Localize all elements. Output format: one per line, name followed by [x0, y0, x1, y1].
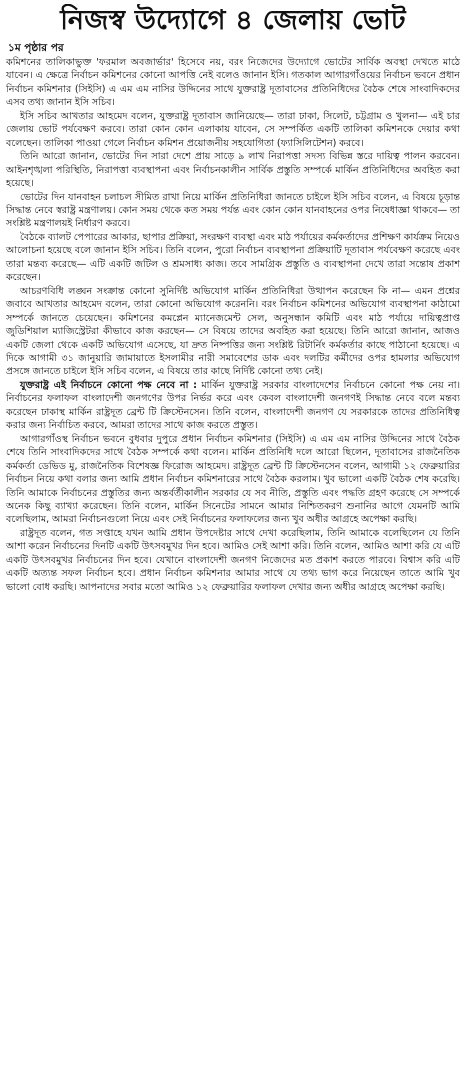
continued-from-label: ১ম পৃষ্ঠার পর [8, 42, 64, 54]
paragraph: রাষ্ট্রদূত বলেন, গত সপ্তাহে যখন আমি প্রধান উপদেষ্টার সাথে দেখা করেছিলাম, তিনি আমাকে বলেছিলেন যে তিনি আশা করেন নির্বাচনের দিনটি একটি উৎসবমুখর দিন হবে। আমিও সেই আশা করি। তিনি বলেন, আমিও আশা করি যে এটি একটি উৎসবমুখর নির্বাচনের দিন হবে। যেখানে বাংলাদেশী জনগণ নিজেদের মত প্রকাশ করতে পারবে। বিশ্বাস করি এটি একটি অত্যন্ত সফল নির্বাচন হবে। প্রধান নির্বাচন কমিশনার আমার সাথে যে তথ্য ভাগ করে নিয়েছেন তাতে আমি খুব ভালো বোধ করছি। আপনাদের সবার মতো আমিও ১২ ফেব্রুয়ারির ফলাফল দেখার জন্য অধীর আগ্রহে অপেক্ষা করছি। [6, 527, 460, 593]
headline: নিজস্ব উদ্যোগে ৪ জেলায় ভোট [60, 5, 406, 36]
subheading: যুক্তরাষ্ট্র এই নির্বাচনে কোনো পক্ষ নেবে না : [20, 379, 197, 391]
paragraph: বৈঠকে ব্যালট পেপারের আকার, ছাপার প্রক্রিয়া, সংরক্ষণ ব্যবস্থা এবং মাঠ পর্যায়ের কর্মকর্তাদের প্রশিক্ষণ কার্যক্রম নিয়েও আলোচনা হয়েছে বলে জানান ইসি সচিব। তিনি বলেন, পুরো নির্বাচন ব্যবস্থাপনা প্রক্রিয়াটি দূতাবাস পর্যবেক্ষণ করেছে এবং তারা মন্তব্য করেছে— এটি একটি জটিল ও শ্রমসাধ্য কাজ। তবে সামগ্রিক প্রস্তুতি ও ব্যবস্থাপনা দেখে তারা সন্তোষ প্রকাশ করেছেন। [6, 231, 460, 284]
paragraph-text: মার্কিন যুক্তরাষ্ট্র সরকার বাংলাদেশের নির্বাচনে কোনো পক্ষ নেয় না। নির্বাচনের ফলাফল বাংলাদেশী জনগণের উপর নির্ভর করে এবং কেবল বাংলাদেশী জনগণই সিদ্ধান্ত নেবে বলে মন্তব্য করেছেন ঢাকাস্থ মার্কিন রাষ্ট্রদূত ব্রেন্ট টি ক্রিস্টেনসেন। তিনি বলেন, বাংলাদেশী জনগণ যে সরকারকে তাদের প্রতিনিধিত্ব করার জন্য নির্বাচিত করবে, আমরা তাদের সাথে কাজ করতে প্রস্তুত। [6, 379, 460, 432]
paragraph: তিনি আরো জানান, ভোটের দিন সারা দেশে প্রায় সাড়ে ৯ লাখ নিরাপত্তা সদস্য বিভিন্ন স্তরে দায়িত্ব পালন করবেন। আইনশৃঙ্খলা পরিস্থিতি, নিরাপত্তা ব্যবস্থাপনা এবং নির্বাচনকালীন সার্বিক প্রস্তুতি সম্পর্কে মার্কিন প্রতিনিধিদের অবহিত করা হয়েছে। [6, 151, 460, 190]
article-body [6, 56, 460, 594]
paragraph: ইসি সচিব আখতার আহমেদ বলেন, যুক্তরাষ্ট্র দূতাবাস জানিয়েছে— তারা ঢাকা, সিলেট, চট্টগ্রাম ও খুলনা— এই চার জেলায় ভোট পর্যবেক্ষণ করবে। তারা কোন কোন এলাকায় যাবেন, সে সম্পর্কিত একটি তালিকা কমিশনকে দেয়ার কথা বলেছেন। তালিকা পাওয়া গেলে নির্বাচন কমিশন প্রয়োজনীয় সহযোগিতা (ফ্যাসিলিটেশন) করবে। [6, 110, 460, 149]
paragraph: ভোটের দিন যানবাহন চলাচল সীমিত রাখা নিয়ে মার্কিন প্রতিনিধিরা জানতে চাইলে ইসি সচিব বলেন, এ বিষয়ে চূড়ান্ত সিদ্ধান্ত নেবে স্বরাষ্ট্র মন্ত্রণালয়। কোন সময় থেকে কত সময় পর্যন্ত এবং কোন কোন যানবাহনের ওপর নিষেধাজ্ঞা থাকবে— তা সংশ্লিষ্ট মন্ত্রণালয়ই নির্ধারণ করবে। [6, 191, 460, 230]
paragraph: আচরণবিধি লঙ্ঘন সংক্রান্ত কোনো সুনির্দিষ্ট অভিযোগ মার্কিন প্রতিনিধিরা উত্থাপন করেছেন কি না— এমন প্রশ্নের জবাবে আখতার আহমেদ বলেন, তারা কোনো অভিযোগ করেননি। বরং নির্বাচন কমিশনের অভিযোগ ব্যবস্থাপনা কাঠামো সম্পর্কে জানতে চেয়েছেন। কমিশনের কমপ্লেন ম্যানেজমেন্ট সেল, অনুসন্ধান কমিটি এবং মাঠ পর্যায়ে দায়িত্বপ্রাপ্ত জুডিশিয়াল ম্যাজিস্ট্রেটরা কীভাবে কাজ করছেন— সে বিষয়ে তাদের অবহিত করা হয়েছে। তিনি আরো জানান, আজও একটি জেলা থেকে একটি অভিযোগ এসেছে, যা দ্রুত নিষ্পত্তির জন্য সংশ্লিষ্ট রিটার্নিং কর্মকর্তার কাছে পাঠানো হয়েছে। এ দিকে আগামী ৩১ জানুয়ারি জামায়াতে ইসলামীর নারী সমাবেশের ডাক এবং দলটির কর্মীদের ওপর হামলার অভিযোগ প্রসঙ্গে জানতে চাইলে ইসি সচিব বলেন, এ বিষয়ে তার কাছে নির্দিষ্ট কোনো তথ্য নেই। [6, 285, 460, 378]
paragraph: আগারগাঁওস্থ নির্বাচন ভবনে বুধবার দুপুরে প্রধান নির্বাচন কমিশনার (সিইসি) এ এম এম নাসির উদ্দিনের সাথে বৈঠক শেষে তিনি সাংবাদিকদের সাথে বৈঠক সম্পর্কে কথা বলেন। মার্কিন প্রতিনিধি দলে আরো ছিলেন, দূতাবাসের রাজনৈতিক কর্মকর্তা ডেভিড মু, রাজনৈতিক বিশেষজ্ঞ ফিরোজ আহমেদ। রাষ্ট্রদূত ব্রেন্ট টি ক্রিস্টেনসেন বলেন, আগামী ১২ ফেব্রুয়ারির নির্বাচন নিয়ে কথা বলার জন্য আমি প্রধান নির্বাচন কমিশনারের সাথে বৈঠক করলাম। খুব ভালো একটি বৈঠক শেষ করেছি। তিনি আমাকে নির্বাচনের প্রস্তুতির জন্য অন্তর্বর্তীকালীন সরকার যে সব নীতি, প্রস্তুতি এবং পদ্ধতি গ্রহণ করেছে সে সম্পর্কে অনেক কিছু ব্যাখ্যা করেছেন। তিনি বলেন, মার্কিন সিনেটের সামনে আমার নিশ্চিতকরণ শুনানির আগে যেমনটি আমি বলেছিলাম, আমরা নির্বাচনগুলো নিয়ে এবং সেই নির্বাচনের ফলাফলের জন্য খুব অধীর আগ্রহে অপেক্ষা করছি। [6, 433, 460, 526]
paragraph-with-subheading [6, 379, 460, 433]
paragraph: কমিশনের তালিকাভুক্ত 'ফরমাল অবজার্ভার' হিসেবে নয়, বরং নিজেদের উদ্যোগে ভোটের সার্বিক অবস্থা দেখতে মাঠে যাবেন। এ ক্ষেত্রে নির্বাচন কমিশনের কোনো আপত্তি নেই বলেও জানান ইসি। গতকাল আগারগাঁওয়ের নির্বাচন ভবনে প্রধান নির্বাচন কমিশনার (সিইসি) এ এম এম নাসির উদ্দিনের সাথে যুক্তরাষ্ট্র দূতাবাসের প্রতিনিধিদের বৈঠক শেষে সাংবাদিকদের এসব তথ্য জানান ইসি সচিব। [6, 57, 460, 109]
